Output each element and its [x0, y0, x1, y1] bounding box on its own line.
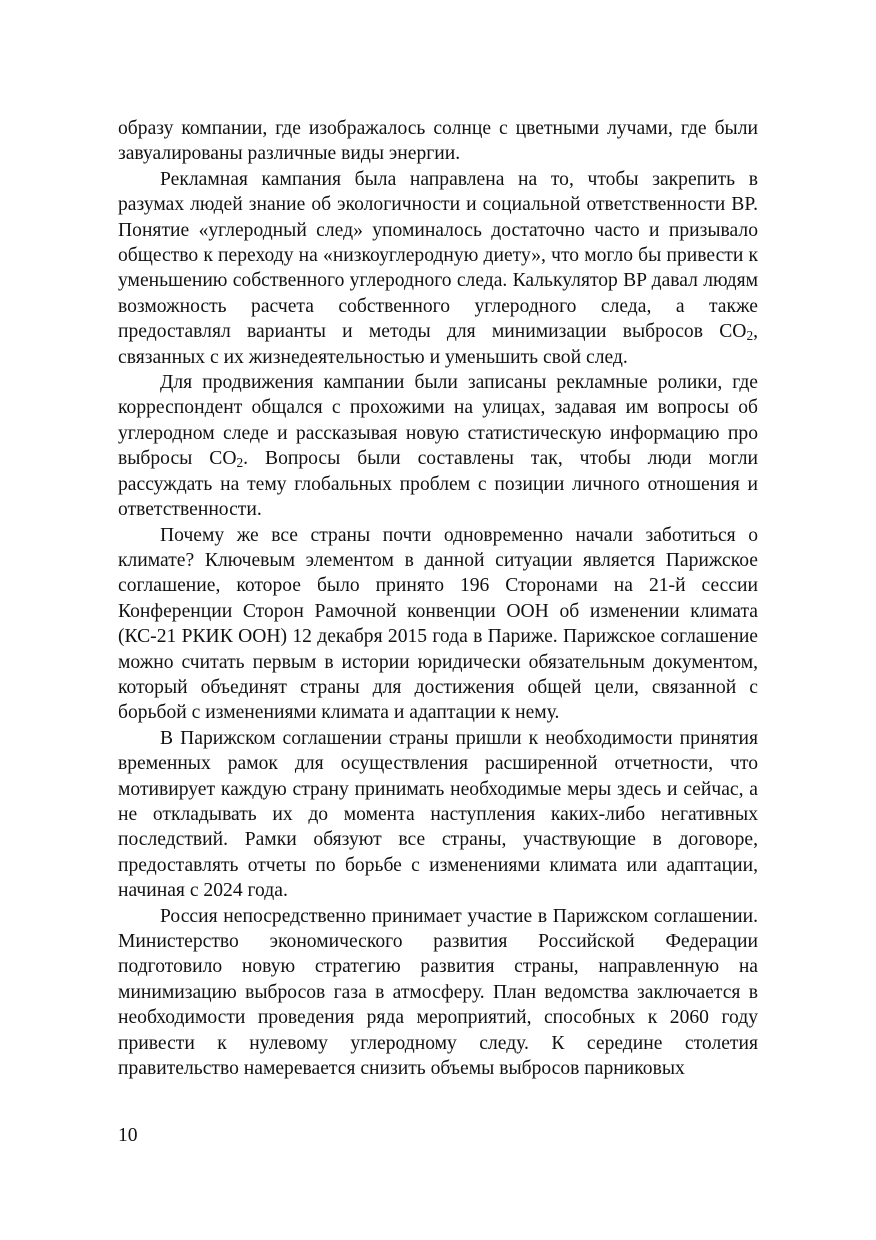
paragraph-text: Рекламная кампания была направлена на то, чтобы закрепить в разумах людей знание об экологичности и социальной ответственности BP. Понятие «углеродный след» упоминалось достаточно часто и призывало общество к переходу на «низкоуглеродную диету», что могло бы привести к уменьшению собственного углеродного следа. Калькулятор BP давал людям возможность расчета собственного углеродного следа, а также предоставлял варианты и методы для минимизации выбросов CO — [118, 168, 758, 343]
paragraph-text: . Вопросы были составлены так, чтобы люди могли рассуждать на тему глобальных проблем с позиции личного отношения и ответственности. — [118, 448, 758, 521]
paragraph-text: В Парижском соглашении страны пришли к необходимости принятия временных рамок для осуществления расширенной отчетности, что мотивирует каждую страну принимать необходимые меры здесь и сейчас, а не откладывать их до момента наступления каких-либо негативных последствий. Рамки обязуют все страны, участвующие в договоре, предоставлять отчеты по борьбе с изменениями климата или адаптации, начиная с 2024 года. — [118, 727, 758, 902]
paragraph-text: , связанных с их жизнедеятельностью и уменьшить свой след. — [118, 321, 758, 368]
paragraph-text: Почему же все страны почти одновременно начали заботиться о климате? Ключевым элементом в данной ситуации является Парижское соглашение, которое было принято 196 Сторонами на 21-й сессии Конференции Сторон Рамочной конвенции ООН об изменении климата (КС-21 РКИК ООН) 12 декабря 2015 года в Париже. Парижское соглашение можно считать первым в истории юридически обязательным документом, который объединят страны для достижения общей цели, связанной с борьбой с изменениями климата и адаптации к нему. — [118, 524, 758, 724]
subscript: 2 — [236, 455, 244, 471]
paragraph-text: Для продвижения кампании были записаны рекламные ролики, где корреспондент общался с прохожими на улицах, задавая им вопросы об углеродном следе и рассказывая новую статистическую информацию про выбросы CO — [118, 372, 758, 470]
paragraph-paris-agreement — [118, 523, 758, 726]
paragraph-ad-campaign — [118, 167, 758, 370]
paragraph-text: образу компании, где изображалось солнце с цветными лучами, где были завуалированы различные виды энергии. — [118, 118, 758, 165]
paragraph-russia — [118, 904, 758, 1082]
subscript: 2 — [746, 328, 754, 344]
paragraph-continuation — [118, 116, 758, 167]
page-number: 10 — [118, 1125, 138, 1146]
paragraph-text: Россия непосредственно принимает участие в Парижском соглашении. Министерство экономического развития Российской Федерации подготовило новую стратегию развития страны, направленную на минимизацию выбросов газа в атмосферу. План ведомства заключается в необходимости проведения ряда мероприятий, способных к 2060 году привести к нулевому углеродному следу. К середине столетия правительство намеревается снизить объемы выбросов парниковых — [118, 905, 758, 1080]
paragraph-promo-videos — [118, 370, 758, 522]
page-body — [118, 116, 758, 1081]
paragraph-reporting-framework — [118, 726, 758, 904]
